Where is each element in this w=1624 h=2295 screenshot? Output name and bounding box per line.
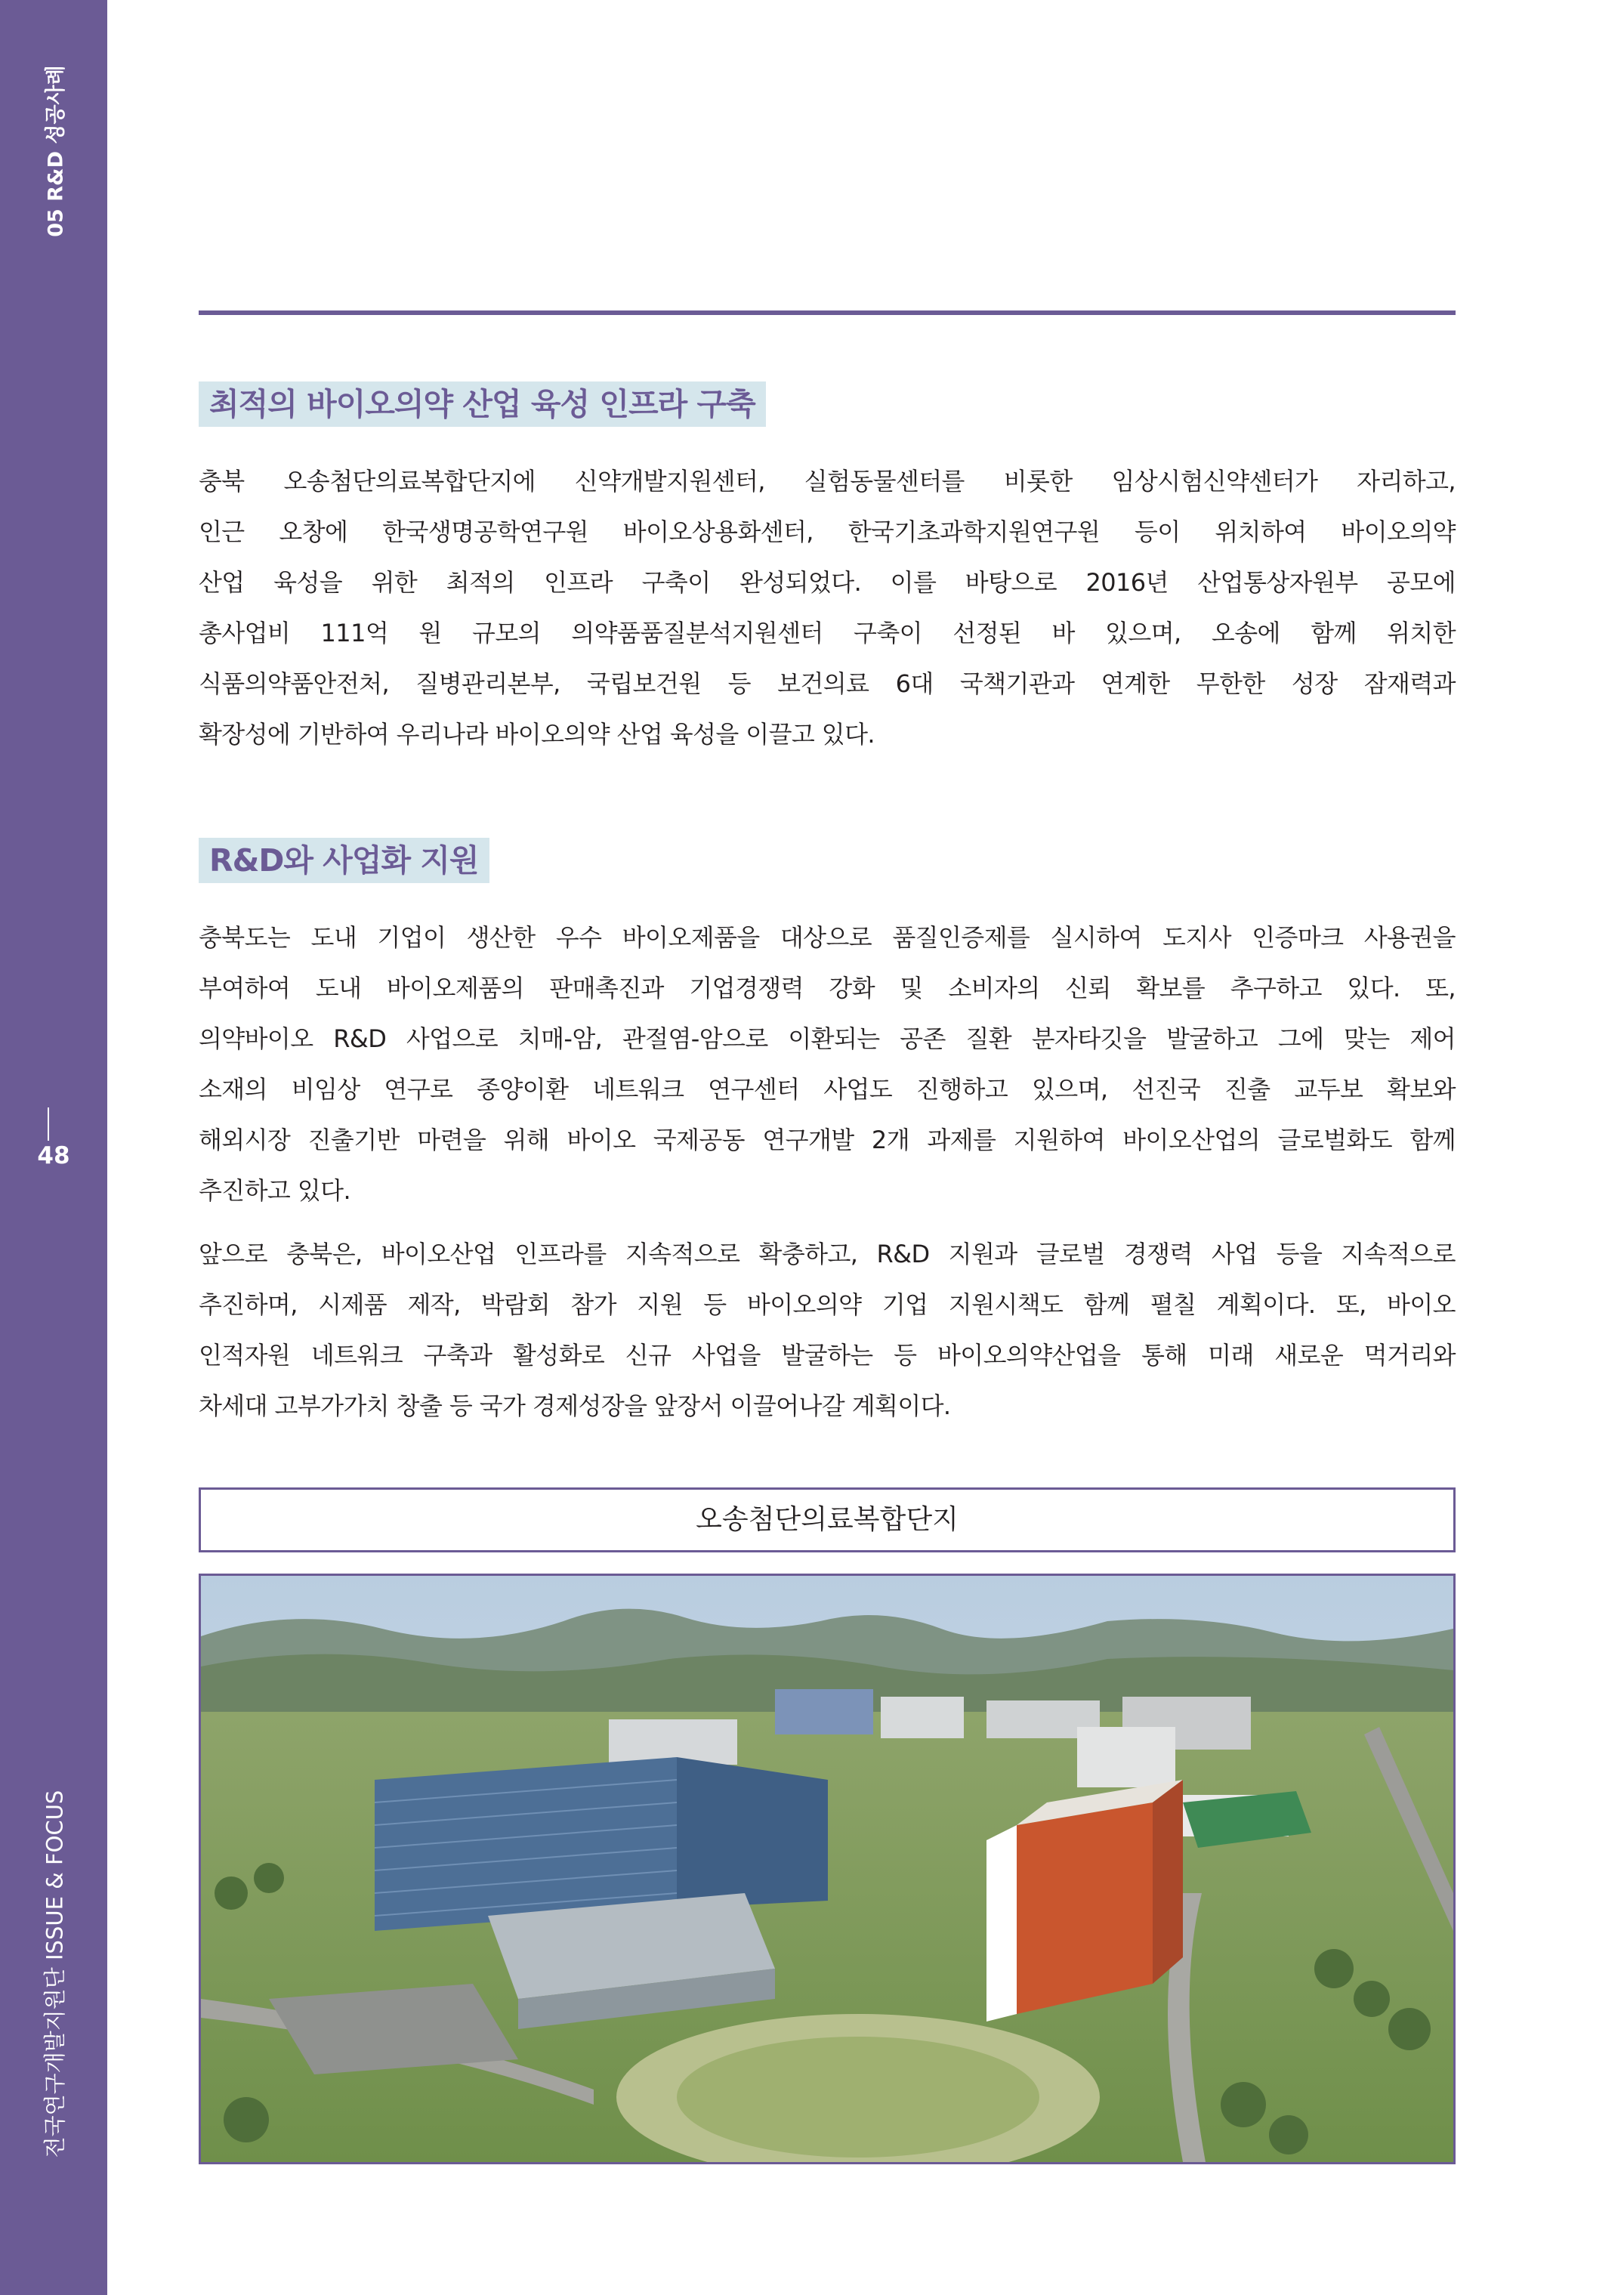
aerial-photo [199,1574,1456,2164]
text-line: 충북 오송첨단의료복합단지에 신약개발지원센터, 실험동물센터를 비롯한 임상시험신약센터가 자리하고, [199,467,1456,496]
text-line: 산업 육성을 위한 최적의 인프라 구축이 완성되었다. 이를 바탕으로 2016년 산업통상자원부 공모에 [199,568,1456,597]
page-number-divider [48,1107,49,1141]
text-line: 차세대 고부가가치 창출 등 국가 경제성장을 앞장서 이끌어나갈 계획이다. [199,1392,951,1420]
text-line: 추진하고 있다. [199,1176,351,1205]
text-line: 해외시장 진출기반 마련을 위해 바이오 국제공동 연구개발 2개 과제를 지원하여 바이오산업의 글로벌화도 함께 [199,1126,1456,1154]
text-line: 확장성에 기반하여 우리나라 바이오의약 산업 육성을 이끌고 있다. [199,720,875,749]
sidebar [0,0,107,2295]
section1-heading: 최적의 바이오의약 산업 육성 인프라 구축 [199,381,766,427]
text-line: 소재의 비임상 연구로 종양이환 네트워크 연구센터 사업도 진행하고 있으며, 선진국 진출 교두보 확보와 [199,1075,1456,1104]
text-line: 충북도는 도내 기업이 생산한 우수 바이오제품을 대상으로 품질인증제를 실시하여 도지사 인증마크 사용권을 [199,923,1456,952]
text-line: 추진하며, 시제품 제작, 박람회 참가 지원 등 바이오의약 기업 지원시책도 함께 펼칠 계획이다. 또, 바이오 [199,1290,1456,1319]
text-line: 의약바이오 R&D 사업으로 치매-암, 관절염-암으로 이환되는 공존 질환 분자타깃을 발굴하고 그에 맞는 제어 [199,1024,1456,1053]
section2-paragraph-2 [199,1229,1456,1432]
text-line: 인적자원 네트워크 구축과 활성화로 신규 사업을 발굴하는 등 바이오의약산업을 통해 미래 새로운 먹거리와 [199,1341,1456,1370]
figure-caption: 오송첨단의료복합단지 [199,1487,1456,1552]
text-line: 인근 오창에 한국생명공학연구원 바이오상용화센터, 한국기초과학지원연구원 등이 위치하여 바이오의약 [199,517,1456,546]
section-label: 05 R&D 성공사례 [44,65,68,237]
section2-paragraph-1 [199,913,1456,1216]
section1-paragraph [199,456,1456,760]
section2-heading: R&D와 사업화 지원 [199,838,489,883]
top-divider [199,310,1456,315]
text-line: 앞으로 충북은, 바이오산업 인프라를 지속적으로 확충하고, R&D 지원과 글로벌 경쟁력 사업 등을 지속적으로 [199,1240,1456,1268]
text-line: 식품의약품안전처, 질병관리본부, 국립보건원 등 보건의료 6대 국책기관과 연계한 무한한 성장 잠재력과 [199,669,1456,698]
publication-title: 전국연구개발지원단 ISSUE & FOCUS [42,1790,68,2158]
page-number: 48 [37,1142,70,1169]
aerial-photo-illustration [201,1576,1453,2162]
text-line: 부여하여 도내 바이오제품의 판매촉진과 기업경쟁력 강화 및 소비자의 신뢰 확보를 추구하고 있다. 또, [199,974,1456,1002]
text-line: 총사업비 111억 원 규모의 의약품품질분석지원센터 구축이 선정된 바 있으며, 오송에 함께 위치한 [199,619,1456,647]
